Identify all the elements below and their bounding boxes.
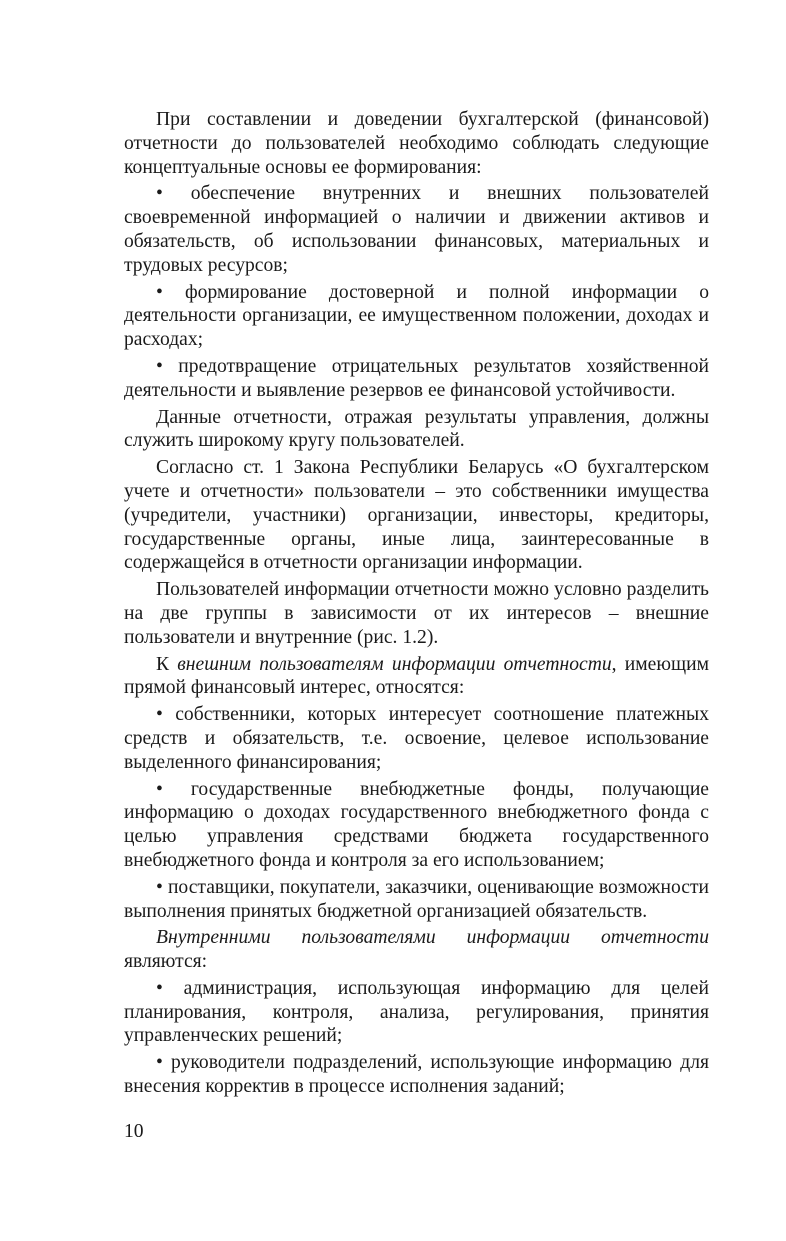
bullet-item: • собственники, которых интересует соотношение платежных средств и обязательств, т.е. освоение, целевое использование выделенного финансирования; — [124, 703, 709, 774]
bullet-item: • администрация, использующая информацию для целей планирования, контроля, анализа, регулирования, принятия управленческих решений; — [124, 977, 709, 1048]
text-run: К — [156, 653, 178, 675]
paragraph-external-users — [124, 653, 709, 701]
text-run: , имеющим прямой финансовый интерес, относятся: — [124, 653, 709, 699]
paragraph: Согласно ст. 1 Закона Республики Беларусь «О бухгалтерском учете и отчетности» пользователи – это собственники имущества (учредители, участники) организации, инвесторы, кредиторы, государственные органы, иные лица, заинтересованные в содержащейся в отчетности организации информации. — [124, 457, 709, 574]
paragraph: Пользователей информации отчетности можно условно разделить на две группы в зависимости от их интересов – внешние пользователи и внутренние (рис. 1.2). — [124, 579, 709, 648]
paragraph-internal-users — [124, 926, 709, 974]
emphasis-external-users: внешним пользователям информации отчетности — [177, 653, 612, 675]
paragraph-intro: При составлении и доведении бухгалтерской (финансовой) отчетности до пользователей необходимо соблюдать следующие концептуальные основы ее формирования: — [124, 109, 709, 178]
page-number: 10 — [124, 1121, 144, 1142]
bullet-item: • государственные внебюджетные фонды, получающие информацию о доходах государственного внебюджетного фонда с целью управления средствами бюджета государственного внебюджетного фонда и контроля за его использованием; — [124, 778, 709, 873]
page-body — [124, 108, 709, 1099]
paragraph: Данные отчетности, отражая результаты управления, должны служить широкому кругу пользователей. — [124, 406, 709, 452]
bullet-item: • предотвращение отрицательных результатов хозяйственной деятельности и выявление резервов ее финансовой устойчивости. — [124, 355, 709, 403]
emphasis-internal-users: Внутренними пользователями информации отчетности — [156, 927, 709, 949]
text-run: являются: — [124, 951, 208, 973]
bullet-item: • обеспечение внутренних и внешних пользователей своевременной информацией о наличии и движении активов и обязательств, об использовании финансовых, материальных и трудовых ресурсов; — [124, 182, 709, 277]
bullet-item: • поставщики, покупатели, заказчики, оценивающие возможности выполнения принятых бюджетной организацией обязательств. — [124, 876, 709, 924]
bullet-item: • руководители подразделений, использующие информацию для внесения корректив в процессе исполнения заданий; — [124, 1051, 709, 1099]
bullet-item: • формирование достоверной и полной информации о деятельности организации, ее имущественном положении, доходах и расходах; — [124, 281, 709, 352]
